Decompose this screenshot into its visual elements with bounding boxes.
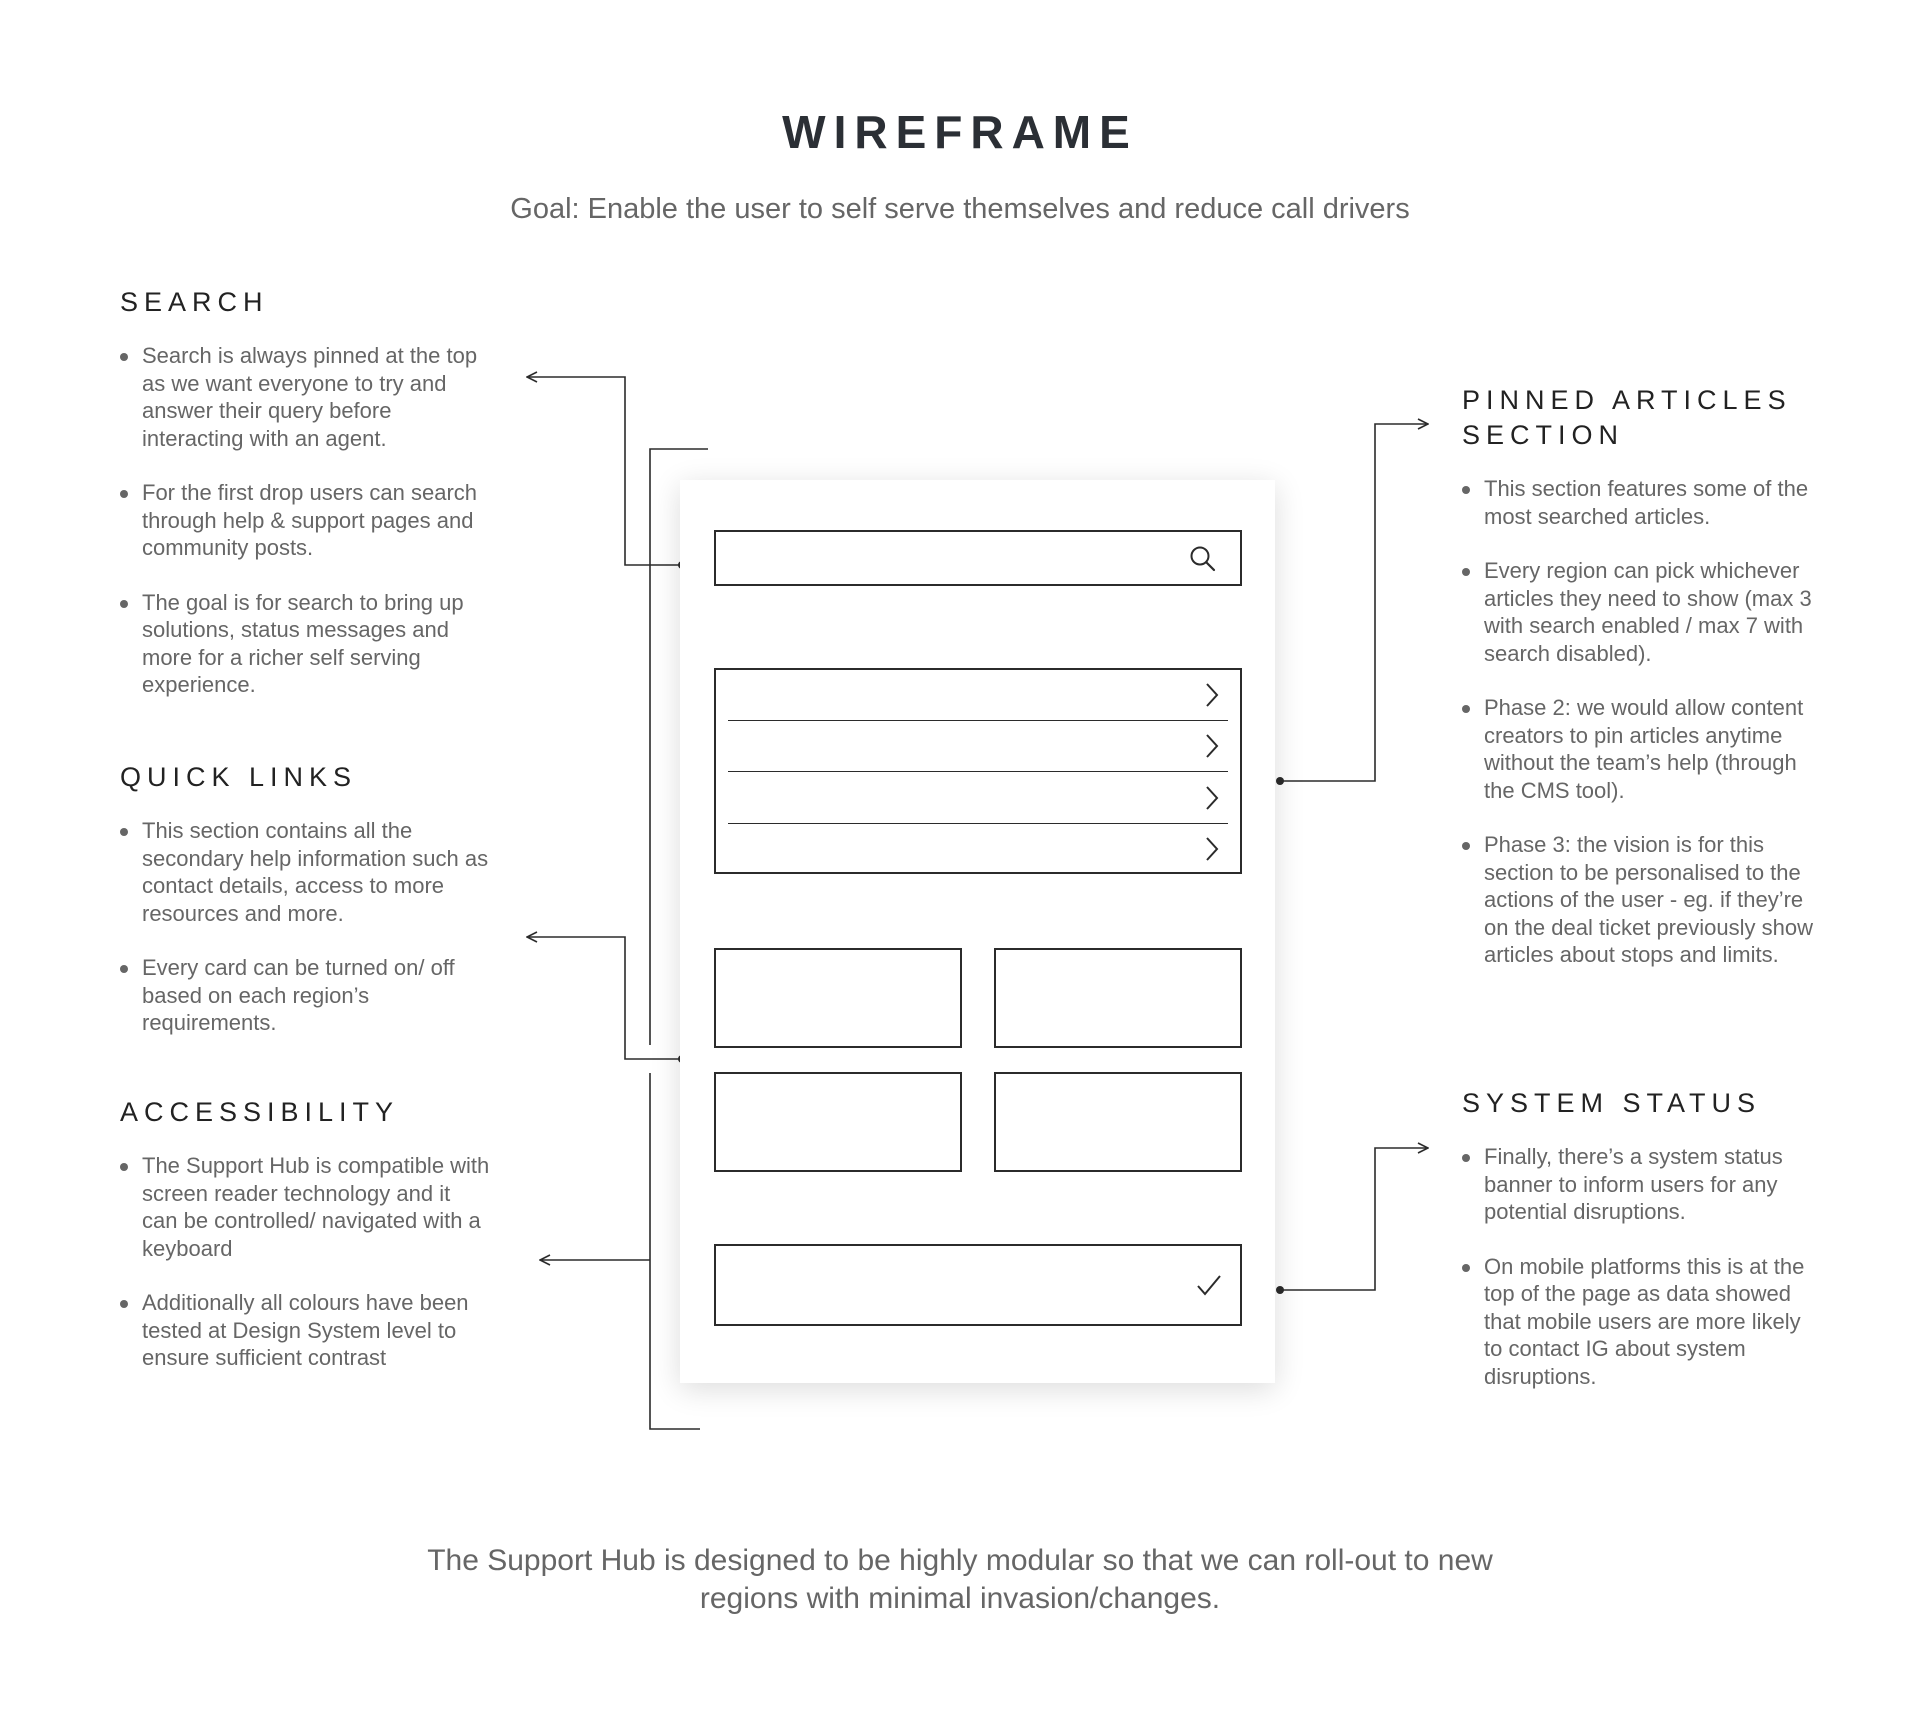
chevron-right-icon [1204,785,1220,811]
chevron-right-icon [1204,836,1220,862]
quick-links-note: This section contains all the secondary help information such as contact details, access to more resources and more. [120,817,490,927]
wireframe-system-status-banner [714,1244,1242,1326]
search-note: The goal is for search to bring up solutions, status messages and more for a richer self serving experience. [120,589,490,699]
pinned-articles-heading: PINNED ARTICLES SECTION [1462,385,1792,450]
quick-links-note: Every card can be turned on/ off based on each region’s requirements. [120,954,490,1037]
accessibility-note: The Support Hub is compatible with screen reader technology and it can be controlled/ navigated with a keyboard [120,1152,490,1262]
page-title: WIREFRAME [782,106,1138,158]
pinned-articles-note: Every region can pick whichever articles they need to show (max 3 with search enabled / max 7 with search disabled). [1462,557,1822,667]
wireframe-quick-link-card[interactable] [994,1072,1242,1172]
search-note: For the first drop users can search through help & support pages and community posts. [120,479,490,562]
pinned-articles-anchor-dot [1276,777,1284,785]
pinned-articles-note: This section features some of the most searched articles. [1462,475,1822,530]
chevron-right-icon [1204,682,1220,708]
wireframe-article-row[interactable] [728,721,1228,772]
accessibility-heading: ACCESSIBILITY [120,1097,400,1127]
quick-links-connector [527,937,682,1059]
pinned-articles-note: Phase 2: we would allow content creators to pin articles anytime without the team’s help (through the CMS tool). [1462,694,1822,804]
system-status-heading: SYSTEM STATUS [1462,1088,1762,1118]
wireframe-pinned-articles-list [714,668,1242,874]
wireframe-search-bar[interactable] [714,530,1242,586]
wireframe-quick-link-card[interactable] [714,948,962,1048]
search-note: Search is always pinned at the top as we want everyone to try and answer their query before interacting with an agent. [120,342,490,452]
pinned-articles-connector [1280,424,1428,781]
wireframe-article-row[interactable] [728,670,1228,721]
wireframe-article-row[interactable] [728,773,1228,824]
pinned-articles-note: Phase 3: the vision is for this section to be personalised to the actions of the user - eg. if they’re on the deal ticket previously show articles about stops and limits. [1462,831,1822,969]
footer-note: The Support Hub is designed to be highly modular so that we can roll-out to new regions with minimal invasion/changes. [427,1544,1493,1615]
wireframe-quick-link-card[interactable] [714,1072,962,1172]
checkmark-icon [1196,1274,1222,1298]
search-icon [1188,544,1218,574]
system-status-anchor-dot [1276,1286,1284,1294]
chevron-right-icon [1204,733,1220,759]
accessibility-note: Additionally all colours have been tested at Design System level to ensure sufficient contrast [120,1289,490,1372]
quick-links-heading: QUICK LINKS [120,762,358,792]
system-status-note: Finally, there’s a system status banner to inform users for any potential disruptions. [1462,1143,1822,1226]
system-status-note: On mobile platforms this is at the top of the page as data showed that mobile users are more likely to contact IG about system disruptions. [1462,1253,1822,1391]
phone-wireframe [680,480,1275,1383]
search-connector [527,377,682,565]
goal-subtitle: Goal: Enable the user to self serve themselves and reduce call drivers [510,193,1410,225]
wireframe-article-row[interactable] [728,825,1228,875]
system-status-connector [1280,1148,1428,1290]
wireframe-quick-link-card[interactable] [994,948,1242,1048]
search-heading: SEARCH [120,287,269,317]
